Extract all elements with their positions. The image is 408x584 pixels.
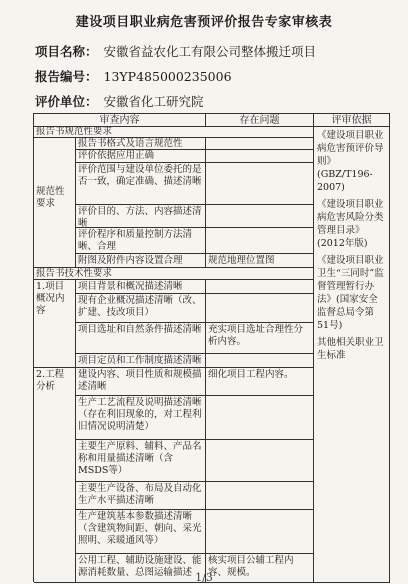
engineering-item: 生产工艺流程及说明描述清晰（存在利旧现象的，对工程利旧情况说明清楚） [76,396,206,440]
review-table [33,113,390,582]
page-number: 1/3 [195,571,213,584]
format-item: 评价依据应用正确 [76,150,206,163]
header-basis: 评审依据 [314,114,390,127]
report-number-value: 13YP485000235006 [103,69,232,84]
basis-item: 《建设项目职业病危害预评价导则》(GBZ/T196-2007) [317,130,384,193]
engineering-issue: 核实项目公辅工程内容、规模。 [206,554,314,583]
section-tech: 报告书技术性要求 [34,268,314,280]
overview-item: 项目定员和工作制度描述清晰 [76,354,206,368]
section-format: 报告书规范性要求 [34,127,314,138]
overview-item: 现有企业概况描述清晰（改、扩建、技改项目） [76,294,206,323]
issue-cell [206,510,314,554]
issue-cell [206,396,314,440]
header-content: 审查内容 [34,114,206,127]
basis-item: 其他相关职业卫生标准 [317,337,384,361]
overview-item: 项目选址和自然条件描述清晰 [76,323,206,354]
section-format-sub: 规范性要求 [34,138,76,268]
engineering-item: 主要生产原料、辅料、产品名称和用量描述清晰（含MSDS等） [76,440,206,482]
project-name-line [35,42,316,60]
evaluation-unit-value: 安徽省化工研究院 [103,94,204,109]
issue-cell [206,228,314,254]
overview-issue: 充实项目选址合理性分析内容。 [206,323,314,354]
issue-cell [206,150,314,163]
format-item: 评价程序和质量控制方法清晰、合理 [76,228,206,254]
engineering-item: 生产建筑基本参数描述清晰（含建筑物间距、朝向、采光照明、采暖通风等） [76,510,206,554]
issue-cell [206,205,314,228]
report-number-line [35,67,232,85]
issue-cell [206,280,314,294]
evaluation-unit-line [35,92,204,110]
format-item: 附图及附件内容设置合理 [76,254,206,268]
issue-cell [206,440,314,482]
overview-item: 项目背景和概况描述清晰 [76,280,206,294]
section-project-overview: 1.项目概况内容 [34,280,76,368]
issue-cell [206,482,314,510]
basis-item: 《建设项目职业卫生“三同时”监督管理暂行办法》(国家安全监督总局令第51号) [317,255,384,331]
format-item: 报告书格式及语言规范性 [76,138,206,150]
page-title: 建设项目职业病危害预评价报告专家审核表 [75,15,333,30]
project-name-value: 安徽省益农化工有限公司整体搬迁项目 [103,44,317,59]
report-number-label: 报告编号： [35,69,98,84]
basis-column [314,127,390,583]
engineering-issue: 细化项目工程内容。 [206,368,314,396]
issue-cell [206,163,314,205]
section-engineering: 2.工程分析 [34,368,76,583]
project-name-label: 项目名称： [35,44,98,59]
format-issue: 规范地理位置图 [206,254,314,268]
issue-cell [206,294,314,323]
issue-cell [206,138,314,150]
engineering-item: 主要生产设备、布局及自动化生产水平描述清晰 [76,482,206,510]
evaluation-unit-label: 评价单位： [35,94,98,109]
header-issues: 存在问题 [206,114,314,127]
engineering-item: 公用工程、辅助设施建设、能源消耗数量、总图运输描述 [76,554,206,583]
issue-cell [206,354,314,368]
engineering-item: 建设内容、项目性质和规模描述清晰 [76,368,206,396]
basis-item: 《建设项目职业病危害风险分类管理目录》(2012年版) [317,199,384,249]
format-item: 评价目的、方法、内容描述清晰 [76,205,206,228]
format-item: 评价范围与建设单位委托的是否一致，确定准确、描述清晰 [76,163,206,205]
